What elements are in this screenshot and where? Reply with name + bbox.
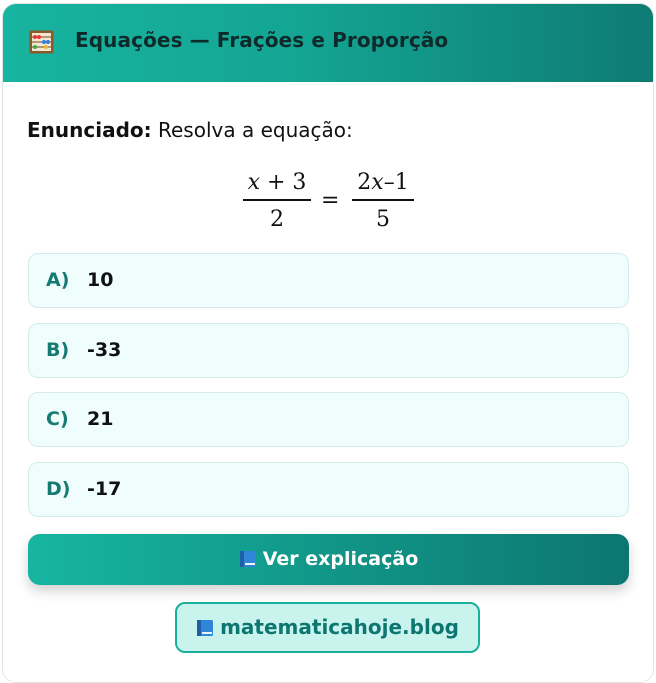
right-fraction xyxy=(352,170,414,232)
option-a[interactable] xyxy=(28,253,629,308)
blog-link-label: matematicahoje.blog xyxy=(220,615,459,639)
option-letter: A) xyxy=(46,269,70,291)
prompt-text: Resolva a equação: xyxy=(151,118,353,142)
option-value: 10 xyxy=(87,269,114,291)
blog-link[interactable] xyxy=(175,602,480,653)
blue-book-icon xyxy=(196,619,214,637)
quiz-title: Equações — Frações e Proporção xyxy=(75,28,449,52)
prompt-label: Enunciado: xyxy=(27,118,152,142)
option-letter: C) xyxy=(46,408,69,430)
option-value: 21 xyxy=(87,408,114,430)
right-coefficient: 2 xyxy=(357,170,372,195)
blue-book-icon xyxy=(239,550,257,568)
right-numerator xyxy=(352,170,414,195)
option-d[interactable] xyxy=(28,462,629,517)
right-numerator-rest: –1 xyxy=(383,170,409,195)
explanation-button-label: Ver explicação xyxy=(262,548,419,570)
left-numerator xyxy=(243,170,311,195)
left-fraction xyxy=(243,170,311,232)
right-denominator: 5 xyxy=(376,206,390,232)
option-letter: B) xyxy=(46,339,70,361)
left-variable: x xyxy=(247,170,260,195)
option-value: -17 xyxy=(87,478,122,500)
option-letter: D) xyxy=(46,478,71,500)
quiz-header xyxy=(3,4,654,82)
option-value: -33 xyxy=(87,339,122,361)
right-variable: x xyxy=(371,170,384,195)
abacus-icon xyxy=(29,30,54,54)
option-b[interactable] xyxy=(28,323,629,378)
left-numerator-rest: + 3 xyxy=(260,170,307,195)
quiz-card xyxy=(2,3,654,683)
left-fraction-bar xyxy=(243,199,311,201)
left-denominator: 2 xyxy=(270,206,284,232)
equals-sign: = xyxy=(321,188,340,213)
question-prompt xyxy=(27,118,353,142)
right-fraction-bar xyxy=(352,199,414,201)
option-c[interactable] xyxy=(28,392,629,447)
explanation-button[interactable] xyxy=(28,534,629,585)
